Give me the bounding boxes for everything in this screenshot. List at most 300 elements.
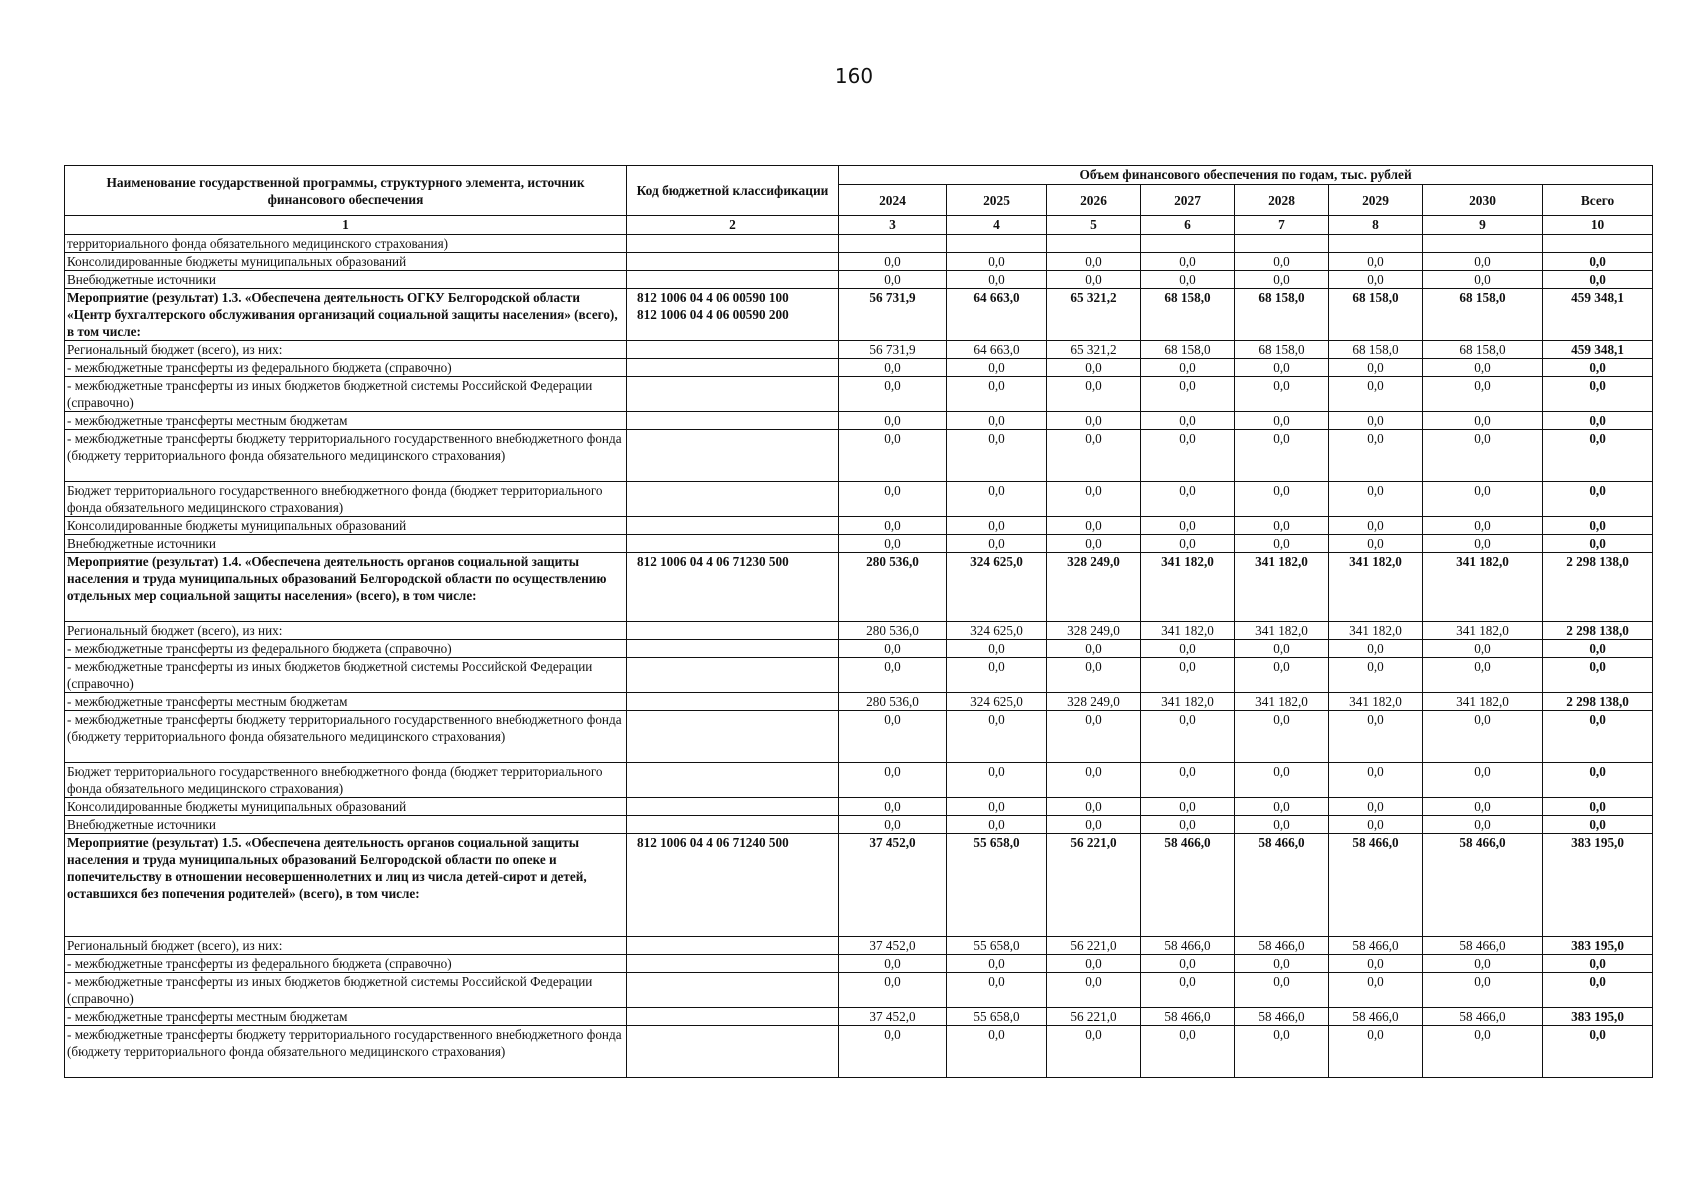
row-total: 459 348,1 [1543, 289, 1653, 341]
row-value: 0,0 [1423, 253, 1543, 271]
row-value: 0,0 [1047, 482, 1141, 517]
row-name: - межбюджетные трансферты местным бюджетам [65, 693, 627, 711]
row-value: 0,0 [1047, 798, 1141, 816]
row-value: 0,0 [1047, 430, 1141, 482]
row-value: 0,0 [1047, 271, 1141, 289]
row-value: 0,0 [1235, 535, 1329, 553]
row-value: 280 536,0 [839, 553, 947, 622]
row-total: 0,0 [1543, 430, 1653, 482]
row-value: 0,0 [1235, 763, 1329, 798]
row-value: 0,0 [1141, 711, 1235, 763]
row-total: 383 195,0 [1543, 1008, 1653, 1026]
row-value: 0,0 [1141, 253, 1235, 271]
table-row [65, 430, 1653, 482]
row-total: 0,0 [1543, 412, 1653, 430]
row-value: 0,0 [1329, 973, 1423, 1008]
row-value: 0,0 [1423, 658, 1543, 693]
row-value: 0,0 [1235, 377, 1329, 412]
column-number: 5 [1047, 216, 1141, 235]
row-value: 0,0 [1235, 1026, 1329, 1078]
column-number: 6 [1141, 216, 1235, 235]
row-value: 37 452,0 [839, 834, 947, 937]
row-code [627, 798, 839, 816]
row-name: Бюджет территориального государственного внебюджетного фонда (бюджет территориального фонда обязательного медицинского страхования) [65, 763, 627, 798]
row-total: 0,0 [1543, 271, 1653, 289]
row-value: 341 182,0 [1423, 693, 1543, 711]
header-year: 2028 [1235, 185, 1329, 216]
row-value: 0,0 [1329, 482, 1423, 517]
row-name: Мероприятие (результат) 1.4. «Обеспечена деятельность органов социальной защиты населения и труда муниципальных образований Белгородской области по осуществлению отдельных мер социальной защиты населения» (всего), в том числе: [65, 553, 627, 622]
row-total: 0,0 [1543, 482, 1653, 517]
row-value: 58 466,0 [1235, 834, 1329, 937]
column-number: 3 [839, 216, 947, 235]
row-value: 0,0 [1329, 1026, 1423, 1078]
row-value: 0,0 [1423, 640, 1543, 658]
table-row [65, 955, 1653, 973]
table-row [65, 798, 1653, 816]
row-value: 341 182,0 [1141, 693, 1235, 711]
row-value: 0,0 [1047, 711, 1141, 763]
row-code [627, 235, 839, 253]
row-name: - межбюджетные трансферты бюджету территориального государственного внебюджетного фонда (бюджету территориального фонда обязательного медицинского страхования) [65, 711, 627, 763]
column-number: 8 [1329, 216, 1423, 235]
financing-table-container [64, 165, 1652, 1078]
row-value: 0,0 [1141, 1026, 1235, 1078]
table-row [65, 271, 1653, 289]
row-value: 0,0 [947, 535, 1047, 553]
row-value: 0,0 [947, 955, 1047, 973]
row-value: 0,0 [1141, 973, 1235, 1008]
row-value: 341 182,0 [1423, 622, 1543, 640]
row-value: 0,0 [1141, 658, 1235, 693]
row-name: Внебюджетные источники [65, 535, 627, 553]
row-code [627, 973, 839, 1008]
row-name: - межбюджетные трансферты местным бюджетам [65, 1008, 627, 1026]
row-value: 0,0 [839, 482, 947, 517]
row-value: 37 452,0 [839, 1008, 947, 1026]
row-value: 0,0 [1141, 517, 1235, 535]
row-value: 64 663,0 [947, 289, 1047, 341]
row-value: 0,0 [1235, 640, 1329, 658]
column-number: 4 [947, 216, 1047, 235]
row-value: 0,0 [1235, 359, 1329, 377]
row-value: 0,0 [1329, 816, 1423, 834]
row-value: 0,0 [839, 430, 947, 482]
row-value: 0,0 [1141, 816, 1235, 834]
row-value [1329, 235, 1423, 253]
row-value: 0,0 [1329, 711, 1423, 763]
row-value: 64 663,0 [947, 341, 1047, 359]
row-total: 0,0 [1543, 711, 1653, 763]
row-value: 0,0 [947, 517, 1047, 535]
row-total: 0,0 [1543, 955, 1653, 973]
row-value: 341 182,0 [1329, 553, 1423, 622]
row-value: 280 536,0 [839, 693, 947, 711]
row-code: 812 1006 04 4 06 00590 100 812 1006 04 4 06 00590 200 [627, 289, 839, 341]
row-value: 0,0 [947, 763, 1047, 798]
row-value: 68 158,0 [1141, 289, 1235, 341]
row-value: 0,0 [839, 763, 947, 798]
row-value: 0,0 [1141, 430, 1235, 482]
row-name: Внебюджетные источники [65, 816, 627, 834]
row-value: 0,0 [1423, 798, 1543, 816]
row-value: 58 466,0 [1141, 937, 1235, 955]
row-value: 341 182,0 [1235, 553, 1329, 622]
row-name: Консолидированные бюджеты муниципальных образований [65, 253, 627, 271]
row-value: 0,0 [1423, 816, 1543, 834]
row-value: 341 182,0 [1423, 553, 1543, 622]
row-value: 0,0 [1329, 658, 1423, 693]
row-code [627, 693, 839, 711]
row-value: 65 321,2 [1047, 289, 1141, 341]
header-year: 2029 [1329, 185, 1423, 216]
row-value: 58 466,0 [1329, 1008, 1423, 1026]
row-code [627, 763, 839, 798]
header-year: 2027 [1141, 185, 1235, 216]
row-value: 55 658,0 [947, 937, 1047, 955]
row-value: 0,0 [1423, 711, 1543, 763]
measure-row [65, 553, 1653, 622]
row-value: 56 731,9 [839, 341, 947, 359]
row-value [947, 235, 1047, 253]
column-number: 9 [1423, 216, 1543, 235]
row-value: 0,0 [947, 271, 1047, 289]
table-row [65, 253, 1653, 271]
row-value: 68 158,0 [1329, 289, 1423, 341]
row-value: 0,0 [1329, 359, 1423, 377]
row-value: 0,0 [1423, 763, 1543, 798]
row-value: 328 249,0 [1047, 693, 1141, 711]
column-number: 1 [65, 216, 627, 235]
row-code [627, 1026, 839, 1078]
header-code: Код бюджетной классификации [627, 166, 839, 216]
row-value: 0,0 [1047, 359, 1141, 377]
row-value: 56 221,0 [1047, 937, 1141, 955]
row-value: 0,0 [1423, 973, 1543, 1008]
row-name: - межбюджетные трансферты из иных бюджетов бюджетной системы Российской Федерации (справочно) [65, 377, 627, 412]
row-value: 0,0 [1329, 517, 1423, 535]
row-value: 0,0 [1047, 412, 1141, 430]
row-name: Бюджет территориального государственного внебюджетного фонда (бюджет территориального фонда обязательного медицинского страхования) [65, 482, 627, 517]
row-name: Внебюджетные источники [65, 271, 627, 289]
row-value: 0,0 [1047, 973, 1141, 1008]
row-total: 0,0 [1543, 658, 1653, 693]
row-value: 0,0 [1141, 359, 1235, 377]
row-value: 0,0 [1141, 955, 1235, 973]
row-name: - межбюджетные трансферты местным бюджетам [65, 412, 627, 430]
row-value: 68 158,0 [1423, 341, 1543, 359]
row-total: 459 348,1 [1543, 341, 1653, 359]
row-value: 0,0 [947, 482, 1047, 517]
row-value: 0,0 [1047, 535, 1141, 553]
row-name: Региональный бюджет (всего), из них: [65, 341, 627, 359]
row-value: 0,0 [1423, 412, 1543, 430]
row-name: - межбюджетные трансферты из федерального бюджета (справочно) [65, 640, 627, 658]
row-code [627, 816, 839, 834]
column-number: 10 [1543, 216, 1653, 235]
row-value: 0,0 [1235, 517, 1329, 535]
row-code [627, 658, 839, 693]
row-value: 0,0 [947, 816, 1047, 834]
table-row [65, 1026, 1653, 1078]
row-value: 0,0 [947, 253, 1047, 271]
table-row [65, 359, 1653, 377]
row-value: 0,0 [1235, 271, 1329, 289]
row-value: 0,0 [947, 711, 1047, 763]
row-value: 58 466,0 [1141, 1008, 1235, 1026]
row-name: - межбюджетные трансферты из федерального бюджета (справочно) [65, 359, 627, 377]
row-value: 0,0 [839, 359, 947, 377]
row-value: 0,0 [1329, 412, 1423, 430]
row-value: 0,0 [1047, 658, 1141, 693]
row-value: 0,0 [1235, 430, 1329, 482]
row-value: 0,0 [1423, 1026, 1543, 1078]
row-value: 0,0 [839, 377, 947, 412]
row-value: 0,0 [1141, 640, 1235, 658]
row-total: 0,0 [1543, 763, 1653, 798]
table-row [65, 377, 1653, 412]
row-value: 280 536,0 [839, 622, 947, 640]
row-value: 0,0 [839, 955, 947, 973]
row-value: 56 221,0 [1047, 834, 1141, 937]
row-value: 0,0 [947, 412, 1047, 430]
row-value: 0,0 [947, 973, 1047, 1008]
row-code [627, 517, 839, 535]
row-value: 0,0 [839, 1026, 947, 1078]
row-total: 0,0 [1543, 1026, 1653, 1078]
row-value [1141, 235, 1235, 253]
header-total: Всего [1543, 185, 1653, 216]
row-value: 68 158,0 [1235, 341, 1329, 359]
row-value: 0,0 [839, 658, 947, 693]
row-value [1047, 235, 1141, 253]
row-value: 341 182,0 [1235, 693, 1329, 711]
row-value: 0,0 [1329, 798, 1423, 816]
row-value: 0,0 [839, 640, 947, 658]
column-number: 2 [627, 216, 839, 235]
row-value: 0,0 [1047, 816, 1141, 834]
header-volume: Объем финансового обеспечения по годам, тыс. рублей [839, 166, 1653, 185]
row-value: 0,0 [1141, 271, 1235, 289]
header-year: 2024 [839, 185, 947, 216]
row-value: 0,0 [1141, 535, 1235, 553]
row-code [627, 341, 839, 359]
row-name: Консолидированные бюджеты муниципальных образований [65, 798, 627, 816]
row-value: 65 321,2 [1047, 341, 1141, 359]
row-value: 0,0 [1329, 955, 1423, 973]
row-value: 55 658,0 [947, 834, 1047, 937]
row-total: 0,0 [1543, 359, 1653, 377]
row-value: 0,0 [947, 640, 1047, 658]
row-value: 0,0 [1235, 973, 1329, 1008]
row-value: 58 466,0 [1423, 937, 1543, 955]
row-value: 0,0 [1329, 763, 1423, 798]
row-value: 0,0 [1047, 1026, 1141, 1078]
row-code [627, 430, 839, 482]
row-name: - межбюджетные трансферты бюджету территориального государственного внебюджетного фонда (бюджету территориального фонда обязательного медицинского страхования) [65, 430, 627, 482]
row-value: 0,0 [1235, 412, 1329, 430]
row-value: 58 466,0 [1141, 834, 1235, 937]
row-total: 0,0 [1543, 816, 1653, 834]
row-name: Региональный бюджет (всего), из них: [65, 622, 627, 640]
row-value: 0,0 [1329, 535, 1423, 553]
row-value: 0,0 [1235, 482, 1329, 517]
row-code [627, 622, 839, 640]
row-value: 0,0 [947, 430, 1047, 482]
table-row [65, 517, 1653, 535]
row-value: 56 731,9 [839, 289, 947, 341]
row-value: 0,0 [1047, 253, 1141, 271]
row-value [839, 235, 947, 253]
row-value: 328 249,0 [1047, 553, 1141, 622]
row-code [627, 1008, 839, 1026]
row-value: 68 158,0 [1423, 289, 1543, 341]
row-total: 0,0 [1543, 517, 1653, 535]
row-value: 0,0 [1329, 271, 1423, 289]
row-value: 0,0 [1329, 640, 1423, 658]
row-value: 0,0 [1423, 377, 1543, 412]
row-total: 2 298 138,0 [1543, 622, 1653, 640]
row-value: 324 625,0 [947, 553, 1047, 622]
table-row [65, 693, 1653, 711]
row-code: 812 1006 04 4 06 71230 500 [627, 553, 839, 622]
row-total: 383 195,0 [1543, 834, 1653, 937]
row-value: 0,0 [1047, 640, 1141, 658]
row-value: 0,0 [839, 816, 947, 834]
row-code [627, 253, 839, 271]
row-value: 0,0 [1141, 798, 1235, 816]
row-value: 0,0 [1047, 763, 1141, 798]
row-value: 0,0 [839, 517, 947, 535]
row-value: 0,0 [1235, 798, 1329, 816]
row-value: 0,0 [1047, 517, 1141, 535]
row-value: 56 221,0 [1047, 1008, 1141, 1026]
row-total: 0,0 [1543, 973, 1653, 1008]
table-row [65, 235, 1653, 253]
row-name: - межбюджетные трансферты из иных бюджетов бюджетной системы Российской Федерации (справочно) [65, 973, 627, 1008]
row-code [627, 377, 839, 412]
table-body [65, 235, 1653, 1078]
row-code [627, 412, 839, 430]
row-value: 0,0 [1047, 377, 1141, 412]
row-value: 58 466,0 [1235, 937, 1329, 955]
row-value: 0,0 [839, 711, 947, 763]
table-row [65, 658, 1653, 693]
header-year: 2030 [1423, 185, 1543, 216]
row-value: 0,0 [1047, 955, 1141, 973]
row-value: 341 182,0 [1141, 553, 1235, 622]
row-value: 0,0 [1141, 482, 1235, 517]
row-total: 0,0 [1543, 798, 1653, 816]
measure-row [65, 289, 1653, 341]
row-value: 341 182,0 [1329, 693, 1423, 711]
row-value: 58 466,0 [1423, 1008, 1543, 1026]
row-value: 324 625,0 [947, 693, 1047, 711]
row-value: 0,0 [1423, 535, 1543, 553]
row-name: Консолидированные бюджеты муниципальных образований [65, 517, 627, 535]
row-value: 55 658,0 [947, 1008, 1047, 1026]
table-header [65, 166, 1653, 235]
row-name: территориального фонда обязательного медицинского страхования) [65, 235, 627, 253]
row-total: 0,0 [1543, 377, 1653, 412]
row-value: 0,0 [947, 359, 1047, 377]
row-value: 0,0 [1423, 955, 1543, 973]
header-name: Наименование государственной программы, структурного элемента, источник финансового обеспечения [65, 166, 627, 216]
row-value: 0,0 [1423, 482, 1543, 517]
row-value: 0,0 [947, 1026, 1047, 1078]
row-code [627, 482, 839, 517]
row-code [627, 955, 839, 973]
header-year: 2025 [947, 185, 1047, 216]
table-row [65, 937, 1653, 955]
row-code [627, 271, 839, 289]
page-number: 160 [834, 64, 874, 88]
row-value: 0,0 [839, 798, 947, 816]
row-total: 383 195,0 [1543, 937, 1653, 955]
row-value: 0,0 [1141, 377, 1235, 412]
row-code [627, 640, 839, 658]
row-value: 0,0 [1141, 412, 1235, 430]
row-value: 328 249,0 [1047, 622, 1141, 640]
row-value: 0,0 [839, 535, 947, 553]
row-total: 0,0 [1543, 640, 1653, 658]
row-value: 0,0 [1235, 253, 1329, 271]
header-year: 2026 [1047, 185, 1141, 216]
row-value: 58 466,0 [1235, 1008, 1329, 1026]
row-value: 0,0 [1235, 816, 1329, 834]
row-total [1543, 235, 1653, 253]
row-value: 0,0 [1141, 763, 1235, 798]
row-value: 0,0 [1329, 377, 1423, 412]
row-value [1235, 235, 1329, 253]
row-value: 0,0 [839, 412, 947, 430]
row-value: 58 466,0 [1423, 834, 1543, 937]
row-total: 0,0 [1543, 535, 1653, 553]
row-value: 341 182,0 [1329, 622, 1423, 640]
row-code: 812 1006 04 4 06 71240 500 [627, 834, 839, 937]
table-row [65, 640, 1653, 658]
row-value: 324 625,0 [947, 622, 1047, 640]
row-value: 68 158,0 [1329, 341, 1423, 359]
row-name: Региональный бюджет (всего), из них: [65, 937, 627, 955]
row-code [627, 937, 839, 955]
table-row [65, 622, 1653, 640]
row-value: 0,0 [947, 377, 1047, 412]
row-value: 0,0 [1423, 430, 1543, 482]
row-code [627, 711, 839, 763]
table-row [65, 412, 1653, 430]
row-name: - межбюджетные трансферты бюджету территориального государственного внебюджетного фонда (бюджету территориального фонда обязательного медицинского страхования) [65, 1026, 627, 1078]
row-value: 0,0 [1235, 955, 1329, 973]
row-total: 0,0 [1543, 253, 1653, 271]
row-value: 0,0 [1329, 253, 1423, 271]
row-value: 341 182,0 [1235, 622, 1329, 640]
table-row [65, 535, 1653, 553]
row-value: 58 466,0 [1329, 834, 1423, 937]
row-value: 58 466,0 [1329, 937, 1423, 955]
row-name: Мероприятие (результат) 1.3. «Обеспечена деятельность ОГКУ Белгородской области «Центр бухгалтерского обслуживания организаций социальной защиты населения» (всего), в том числе: [65, 289, 627, 341]
table-row [65, 973, 1653, 1008]
row-total: 2 298 138,0 [1543, 693, 1653, 711]
row-total: 2 298 138,0 [1543, 553, 1653, 622]
row-value: 0,0 [1235, 658, 1329, 693]
column-number: 7 [1235, 216, 1329, 235]
table-row [65, 711, 1653, 763]
row-value: 0,0 [1235, 711, 1329, 763]
row-value: 0,0 [1423, 359, 1543, 377]
row-code [627, 535, 839, 553]
row-value: 68 158,0 [1141, 341, 1235, 359]
